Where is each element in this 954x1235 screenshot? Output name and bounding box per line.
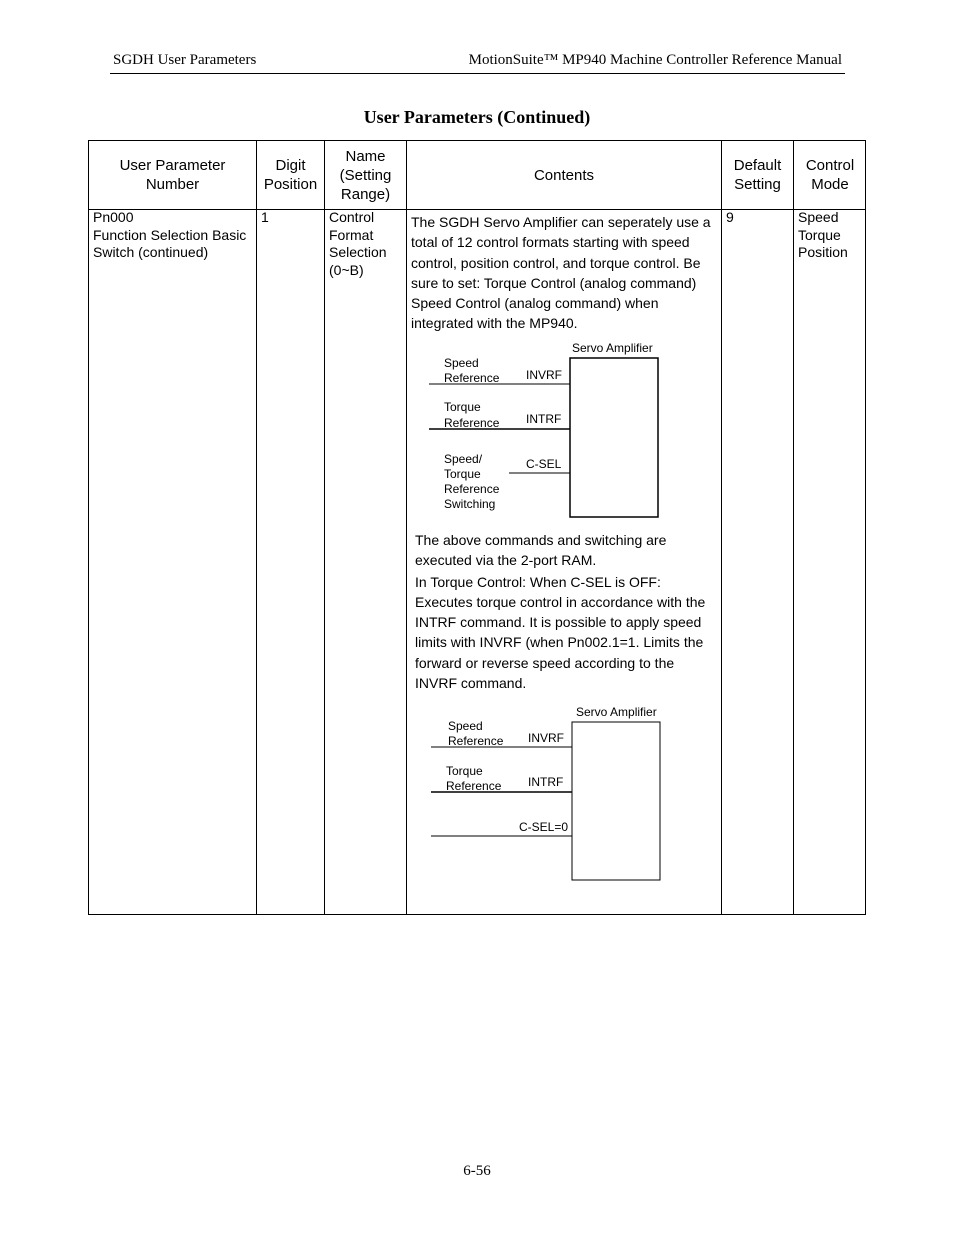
input-label: Torque: [444, 400, 481, 414]
cell-digit-position: 1: [261, 209, 269, 225]
servo-amplifier-diagram-1: [406, 337, 721, 522]
header-contents: Contents: [533, 166, 595, 184]
column-divider: [256, 141, 257, 914]
cell-name: Control Format Selection (0~B): [329, 209, 387, 278]
servo-amplifier-block: [570, 358, 658, 517]
cell-default-setting: 9: [726, 209, 734, 225]
header-default-setting: Default Setting: [733, 157, 782, 193]
input-label: Speed: [444, 356, 479, 370]
signal-label-intrf: INTRF: [526, 412, 562, 426]
header-digit-position: Digit Position: [263, 157, 318, 193]
input-label: Torque: [446, 764, 483, 778]
header-control-mode: Control Mode: [805, 157, 855, 193]
page-title: User Parameters (Continued): [363, 107, 591, 127]
input-label: Reference: [444, 416, 500, 430]
input-label: Speed: [448, 719, 483, 733]
column-divider: [793, 141, 794, 914]
signal-label-csel: C-SEL: [526, 457, 562, 471]
input-label: Switching: [444, 497, 496, 511]
cell-control-mode: Speed Torque Position: [798, 209, 848, 260]
signal-label-invrf: INVRF: [528, 731, 564, 745]
parameters-table: [88, 140, 866, 915]
header-param-number: User Parameter Number: [119, 157, 226, 193]
running-header-left: SGDH User Parameters: [113, 52, 257, 68]
page-number: 6-56: [463, 1163, 491, 1179]
header-name: Name (Setting Range): [339, 147, 392, 203]
input-label: Speed/: [444, 452, 483, 466]
servo-amplifier-label: Servo Amplifier: [572, 341, 653, 355]
header-rule: [110, 73, 845, 74]
signal-label-invrf: INVRF: [526, 368, 562, 382]
input-label: Reference: [448, 734, 504, 748]
contents-intro: The SGDH Servo Amplifier can seperately use a total of 12 control formats starting with speed control, position control, and torque control. Be sure to set: Torque Control (analog command) Speed Control (analog command) when integrated with the MP940.: [411, 214, 711, 332]
column-divider: [324, 141, 325, 914]
signal-label-intrf: INTRF: [528, 775, 564, 789]
contents-middle: The above commands and switching are executed via the 2-port RAM. In Torque Control: When C-SEL is OFF: Executes torque control in accordance with the INTRF command. It is possible to apply speed limits with INVRF (when Pn002.1=1. Limits the forward or reverse speed according to the INVRF command.: [415, 532, 706, 692]
input-label: Reference: [446, 779, 502, 793]
cell-param-number: Pn000 Function Selection Basic Switch (continued): [93, 209, 247, 260]
input-label: Torque: [444, 467, 481, 481]
input-label: Reference: [444, 482, 500, 496]
running-header-right: MotionSuite™ MP940 Machine Controller Reference Manual: [468, 52, 842, 68]
column-divider: [721, 141, 722, 914]
servo-amplifier-label: Servo Amplifier: [576, 705, 657, 719]
input-label: Reference: [444, 371, 500, 385]
servo-amplifier-block: [572, 722, 660, 880]
signal-label-csel-0: C-SEL=0: [519, 820, 569, 834]
servo-amplifier-diagram-2: [406, 701, 721, 886]
